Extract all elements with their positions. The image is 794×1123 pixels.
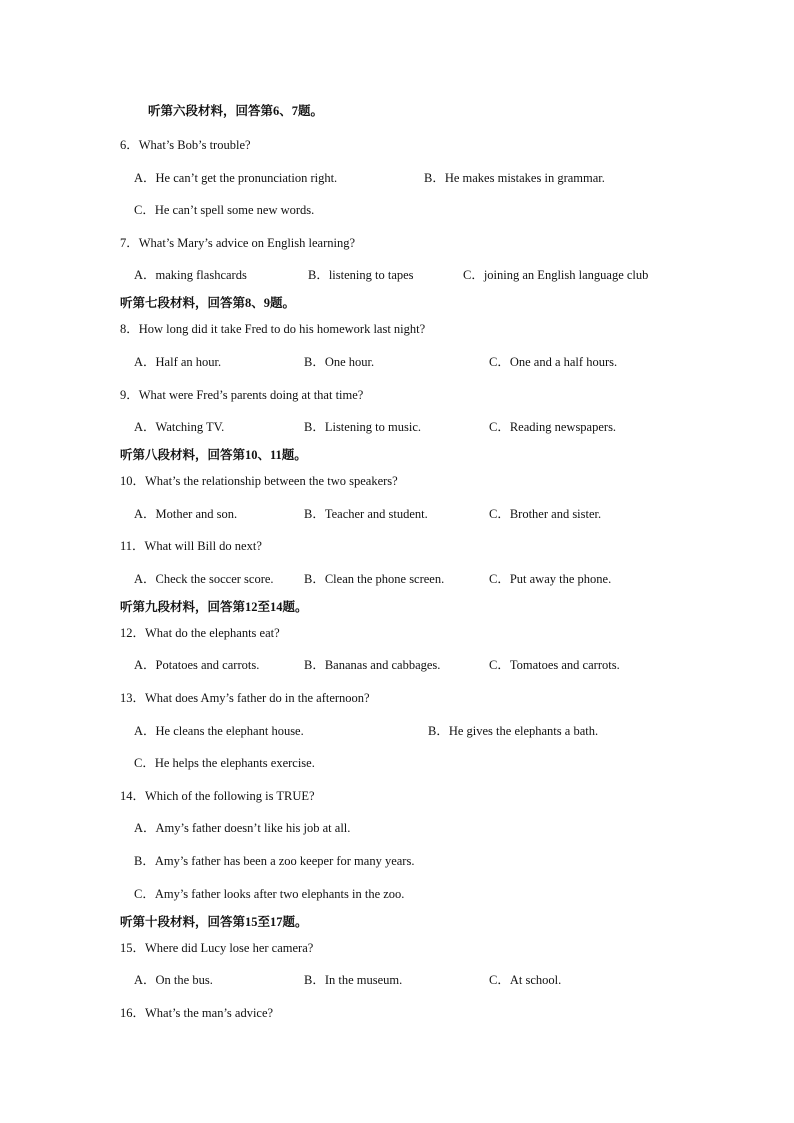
question-10: 10．What’s the relationship between the two speakers? bbox=[120, 474, 398, 488]
question-11-option-c: C．Put away the phone. bbox=[489, 572, 612, 586]
question-9-option-a: A．Watching TV. bbox=[134, 420, 225, 434]
question-6-option-a: A．He can’t get the pronunciation right. bbox=[134, 171, 338, 185]
question-11-option-b: B．Clean the phone screen. bbox=[304, 572, 445, 586]
question-7-option-c: C．joining an English language club bbox=[463, 268, 649, 282]
section-heading-10: 听第十段材料，回答第15至17题。 bbox=[120, 915, 308, 929]
question-11: 11．What will Bill do next? bbox=[120, 539, 262, 553]
question-14-option-a: A．Amy’s father doesn’t like his job at all. bbox=[134, 821, 351, 835]
question-9-option-c: C．Reading newspapers. bbox=[489, 420, 617, 434]
question-6: 6．What’s Bob’s trouble? bbox=[120, 138, 251, 152]
question-8-option-a: A．Half an hour. bbox=[134, 355, 222, 369]
question-7-option-a: A．making flashcards bbox=[134, 268, 247, 282]
question-12-option-c: C．Tomatoes and carrots. bbox=[489, 658, 620, 672]
question-15-option-b: B．In the museum. bbox=[304, 973, 403, 987]
question-14: 14．Which of the following is TRUE? bbox=[120, 789, 315, 803]
question-9: 9．What were Fred’s parents doing at that time? bbox=[120, 388, 364, 402]
section-heading-6: 听第六段材料，回答第6、7题。 bbox=[148, 104, 324, 118]
question-11-option-a: A．Check the soccer score. bbox=[134, 572, 274, 586]
question-15-option-a: A．On the bus. bbox=[134, 973, 213, 987]
question-13: 13．What does Amy’s father do in the afternoon? bbox=[120, 691, 370, 705]
question-9-option-b: B．Listening to music. bbox=[304, 420, 422, 434]
question-16: 16．What’s the man’s advice? bbox=[120, 1006, 274, 1020]
question-6-option-b: B．He makes mistakes in grammar. bbox=[424, 171, 605, 185]
question-8-option-b: B．One hour. bbox=[304, 355, 375, 369]
section-heading-8: 听第八段材料，回答第10、11题。 bbox=[120, 448, 307, 462]
question-12: 12．What do the elephants eat? bbox=[120, 626, 280, 640]
question-10-option-c: C．Brother and sister. bbox=[489, 507, 602, 521]
question-13-option-a: A．He cleans the elephant house. bbox=[134, 724, 304, 738]
question-15: 15．Where did Lucy lose her camera? bbox=[120, 941, 314, 955]
question-10-option-a: A．Mother and son. bbox=[134, 507, 238, 521]
question-8: 8．How long did it take Fred to do his homework last night? bbox=[120, 322, 426, 336]
question-12-option-b: B．Bananas and cabbages. bbox=[304, 658, 441, 672]
question-13-option-b: B．He gives the elephants a bath. bbox=[428, 724, 599, 738]
question-14-option-b: B．Amy’s father has been a zoo keeper for many years. bbox=[134, 854, 415, 868]
section-heading-9: 听第九段材料，回答第12至14题。 bbox=[120, 600, 308, 614]
question-6-option-c: C．He can’t spell some new words. bbox=[134, 203, 315, 217]
question-7: 7．What’s Mary’s advice on English learning? bbox=[120, 236, 356, 250]
question-7-option-b: B．listening to tapes bbox=[308, 268, 414, 282]
question-8-option-c: C．One and a half hours. bbox=[489, 355, 618, 369]
question-12-option-a: A．Potatoes and carrots. bbox=[134, 658, 260, 672]
question-10-option-b: B．Teacher and student. bbox=[304, 507, 428, 521]
section-heading-7: 听第七段材料，回答第8、9题。 bbox=[120, 296, 296, 310]
question-14-option-c: C．Amy’s father looks after two elephants in the zoo. bbox=[134, 887, 405, 901]
question-13-option-c: C．He helps the elephants exercise. bbox=[134, 756, 315, 770]
question-15-option-c: C．At school. bbox=[489, 973, 562, 987]
